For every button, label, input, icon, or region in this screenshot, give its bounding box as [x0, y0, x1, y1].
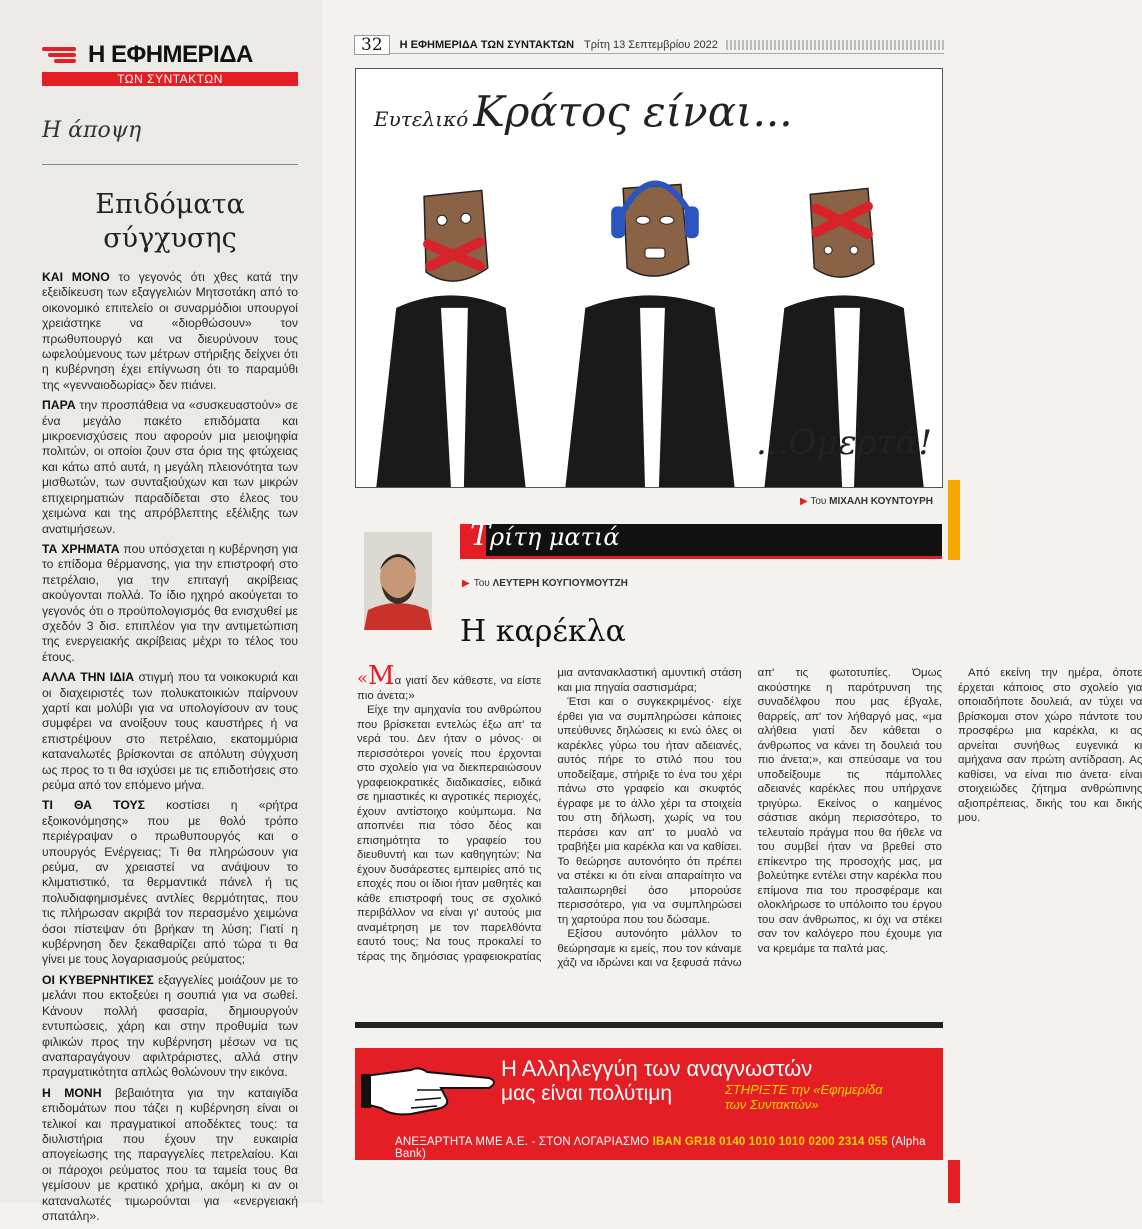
editorial-paragraph	[42, 798, 298, 967]
byline-prefix: Του	[473, 578, 490, 589]
article-paragraph: Εξίσου αυτονόητο μάλλον το θεώρησαμε κι εμείς, που τον κάναμε χάζι να ιδρώνει και να ξεφυσά πάνω απ' τις φωτοτυπίες. Όμως ακούστηκε η παρότρυνση της συναδέλφου που μας έβγαλε, θαρρείς, απ' τον λήθαργό μας, «μα αλήθεια γιατί δεν κάθεται ο άνθρωπος να κάνει τη δουλειά του πιο άνετα;», και σπεύσαμε να του υποδείξουμε τις πάμπολλες αδειανές καρέκλες που υπήρχανε τριγύρω. Εκείνος ο καημένος σάστισε ακόμη περισσότερο, το τελευταίο πράγμα που θα ήθελε να του συμβεί ήταν να βρεθεί στο επίκεντρο της προσοχής μας, μα βολεύτηκε εντέλει στην καρέκλα που επίμονα πια του προσφέραμε και ολοκλήρωσε το υπόλοιπο του έργου του σαν άνθρωπος, κι όχι να στέκει σαν τον καλόγερο που έχουμε για να κρεμάμε τα παλτά μας.	[557, 667, 942, 969]
ad-bank: (Alpha Bank)	[395, 1136, 926, 1160]
article-paragraph: Είχε την αμηχανία του ανθρώπου που βρίσκεται εντελώς έξω απ' τα νερά του. Δεν ήταν ο μόνος· οι περισσότεροι γονείς που έρχονται στο σχολείο για να διεκπεραιώσουν γραφειοκρατικές διαδικασίες, ειδικά σε ημιαστικές κι αγροτικές περιοχές, έχουν αντίστοιχο κούμπωμα. Να αποπνέει πια τόσο δέος και επισημότητα το γραφείο του διευθυντή και των καθηγητών; Να έχουν δυσάρεστες εμπειρίες από τις εποχές που οι ίδιοι ήταν μαθητές και κάθε επιστροφή τους σε σχολικό περιβάλλον να είναι γι' αυτούς μια αναμέτρηση με τον παρελθόντα εαυτό τους; Να τους προκαλεί το τέρας της δημόσιας γραφειοκρατίας μια αντανακλαστική αμυντική στάση και μια πηγαία σαστισμάρα;	[357, 667, 742, 963]
article-paragraph	[357, 661, 542, 703]
credit-author: ΜΙΧΑΛΗ ΚΟΥΝΤΟΥΡΗ	[829, 496, 933, 507]
paragraph-text: το γεγονός ότι χθες κατά την εξειδίκευση των εξαγγελιών Μητσοτάκη από το οικονομικό επιτελείο οι συναρμόδιοι υπουργοί χρειάστηκε να «διορθώσουν» τον πρωθυπουργό και να διευρύνουν τους ωφελούμενους των μέτρων στήριξης δείχνει ότι η κυβέρνηση έχει επίγνωση ότι το παραμύθι της «γενναιοδωρίας» δεν πιάνει.	[42, 270, 298, 392]
editorial-paragraph	[42, 398, 298, 537]
column-title	[470, 518, 620, 553]
ad-account	[395, 1136, 943, 1160]
cartoon-caption-small: Ευτελικό	[374, 107, 469, 131]
cartoon-figure-left	[376, 190, 525, 487]
bottom-divider	[355, 1022, 943, 1028]
credit-prefix: Του	[810, 496, 827, 507]
paragraph-lead: ΑΛΛΑ ΤΗΝ ΙΔΙΑ	[42, 670, 135, 685]
editorial-paragraph	[42, 973, 298, 1081]
avatar	[364, 532, 432, 630]
cartoon-figure-center	[565, 183, 734, 487]
paragraph-lead: ΠΑΡΑ	[42, 398, 76, 413]
masthead-subtitle: ΤΩΝ ΣΥΝΤΑΚΤΩΝ	[42, 72, 298, 86]
byline-author: ΛΕΥΤΕΡΗ ΚΟΥΓΙΟΥΜΟΥΤΖΗ	[492, 578, 628, 589]
article-paragraph: Από εκείνη την ημέρα, όποτε έρχεται κάποιος στο σχολείο για οποιαδήποτε δουλειά, αν τύχει να βρίσκομαι στον χώρο πάντοτε του προσφέρω μια καρέκλα, κι ας αρνείται συνήθως ευγενικά κι αμήχανα σαν πρώτη αντίδραση. Ας καθίσει, να είναι πιο άνετα· είναι στοιχειώδες ζήτημα ανθρώπινης αξιοπρέπειας, δικής του και δικής μου.	[957, 667, 1142, 824]
ad-headline: Η Αλληλεγγύη των αναγνωστών	[501, 1056, 813, 1081]
editorial-body	[42, 270, 298, 1229]
solidarity-ad	[355, 1048, 943, 1160]
author-photo	[364, 532, 432, 630]
masthead	[42, 40, 298, 86]
left-column	[0, 0, 322, 1223]
ad-iban: IBAN GR18 0140 1010 1010 0200 2314 055	[652, 1136, 888, 1148]
editorial-paragraph	[42, 542, 298, 665]
page-edge-marker	[948, 480, 960, 560]
paragraph-lead: ΤΙ ΘΑ ΤΟΥΣ	[42, 798, 145, 813]
section-label: Η άποψη	[42, 118, 142, 143]
editorial-title: Επιδόματα σύγχυσης	[95, 189, 245, 254]
paragraph-lead: ΟΙ ΚΥΒΕΡΝΗΤΙΚΕΣ	[42, 972, 154, 987]
credit-arrow-icon: ▶	[800, 496, 808, 507]
editorial-paragraph	[42, 670, 298, 793]
page-number: 32	[354, 35, 390, 55]
ad-support-text	[725, 1082, 883, 1112]
paragraph-text: κοστίσει η «ρήτρα εξοικονόμησης» που με θολό τρόπο περιέγραψαν ο πρωθυπουργός και ο υπουργός Ενέργειας; Τι θα πληρώσουν για ρεύμα, αν χρειαστεί να ανάψουν το κλιματιστικό, τα θερμαντικά πάνελ ή τις πολυδιαφημισμένες αντλίες θερμότητας, που τις πλήρωσαν ακριβά τον περασμένο χειμώνα όσοι πίστεψαν ότι βρήκαν τη λύση; Γιατί η κυβέρνηση δεν ξεκαθαρίζει από τώρα τι θα γίνει με τους λογαριασμούς ρεύματος;	[42, 798, 298, 967]
paragraph-lead: ΤΑ ΧΡΗΜΑΤΑ	[42, 541, 120, 556]
pointing-hand-icon	[361, 1056, 501, 1126]
cartoon-caption-top	[374, 87, 793, 136]
column-title-text: ρίτη ματιά	[490, 523, 620, 551]
article-byline	[462, 578, 628, 589]
section-divider	[42, 164, 298, 165]
ad-support-line1: ΣΤΗΡΙΞΤΕ την «Εφημερίδα	[725, 1082, 883, 1097]
paragraph-text: στιγμή που τα νοικοκυριά και οι διαχειριστές των πολυκατοικιών παίρνουν χαρτί και μολύβι για να υπολογίσουν αν τους συμφέρει να ανοίξουν τους καυστήρες ή να επιστρέψουν στο πετρέλαιο, εκατομμύρια καταναλωτές βρίσκονται σε απόλυτη σύγχυση ως προς το τι θα ισχύσει με τις επιδοτήσεις στο ρεύμα από τον επόμενο μήνα.	[42, 670, 299, 792]
column-title-initial: Τ	[470, 518, 491, 553]
header-dotted-rule	[726, 40, 944, 50]
article-body	[357, 661, 1142, 980]
open-quote: «	[357, 668, 369, 689]
header-publication: Η ΕΦΗΜΕΡΙΔΑ ΤΩΝ ΣΥΝΤΑΚΤΩΝ	[399, 38, 575, 51]
article-paragraph: Έτσι και ο συγκεκριμένος· είχε έρθει για να συμπληρώσει κάποιες υπεύθυνες δηλώσεις κι ενώ όλες οι καρέκλες γύρω του ήταν αδειανές, αυτός πήρε το στιλό που του υποδείξαμε, στήριξε το ένα του χέρι πάνω στο γραφείο και σκυφτός έγραφε με το άλλο χέρι τα στοιχεία του στη δήλωση, χωρίς να του περάσει καν απ' το μυαλό να τραβήξει μια καρέκλα και να καθίσει. Το θεώρησε αυτονόητο ότι πρέπει να στέκει κι ότι είναι απαραίτητο να ταλαιπωρηθεί όσο μπορούσε περισσότερο, για να συμπληρώσει τη χαρτούρα που του δώσαμε.	[557, 696, 742, 926]
drop-cap: Μ	[368, 661, 395, 691]
ad-subheadline: μας είναι πολύτιμη	[501, 1082, 673, 1105]
paragraph-text: που υπόσχεται η κυβέρνηση για το επίδομα θέρμανσης, για την επιστροφή στο πετρέλαιο, για την επιταγή ακρίβειας ακούγονται πολλά. Το ίδιο ηχηρό ακούγεται το γεγονός ότι ο προϋπολογισμός θα ενισχυθεί με σχεδόν 3 δισ. επιπλέον για την αντιμετώπιση της ενεργειακής ακρίβειας μέχρι το τέλος του έτους.	[42, 541, 298, 664]
byline-arrow-icon: ▶	[462, 578, 470, 589]
article-title: Η καρέκλα	[460, 614, 626, 649]
paragraph-text: εξαγγελίες μοιάζουν με το μελάνι που εκτοξεύει η σουπιά για να σωθεί. Κάνουν πολλή φασαρία, δημιουργούν εντυπώσεις, χάρη και στην προθυμία των φιλικών προς την κυβέρνηση μέσων να τις αναπαραγάγουν αφιλτράριστες, αλλά στην πραγματικότητα απλώς θολώνουν την εικόνα.	[42, 972, 299, 1080]
editorial-paragraph	[42, 1086, 298, 1225]
page-edge-marker	[948, 1160, 960, 1203]
cartoon-credit	[800, 496, 933, 507]
masthead-name: Η ΕΦΗΜΕΡΙΔΑ	[88, 41, 253, 68]
editorial-paragraph	[42, 270, 298, 393]
page-header	[354, 36, 944, 54]
column-banner	[460, 518, 942, 556]
paragraph-text: την προσπάθεια να «συσκευαστούν» σε ένα μεγάλο πακέτο επιδόματα και μικροενισχύσεις που αφορούν μια μειοψηφία πολιτών, οι οποίοι ζουν στα όρια της φτώχειας και κάτω από αυτά, η μεγάλη πλειονότητα των μισθωτών, των συνταξιούχων και των μικρών επιχειρηματιών παραδίδεται στο έλεος του χειμώνα και της απρόβλεπτης εξέλιξης των ανατιμήσεων.	[42, 398, 298, 536]
ad-account-label: ΑΝΕΞΑΡΤΗΤΑ ΜΜΕ Α.Ε. - ΣΤΟΝ ΛΟΓΑΡΙΑΣΜΟ	[395, 1136, 650, 1148]
cartoon-caption-bottom: ...Ομερτά!	[756, 423, 933, 463]
cartoon	[355, 68, 943, 488]
paragraph-lead: Η ΜΟΝΗ	[42, 1085, 102, 1100]
header-date: Τρίτη 13 Σεπτεμβρίου 2022	[584, 38, 718, 51]
paragraph-text: βεβαιότητα για την καταιγίδα επιδομάτων που τάζει η κυβέρνηση είναι οι τελικοί και πραγματικοί αποδέκτες τους: τα διυλιστήρια που έχουν την ευκαιρία απογείωσης της παραγγελίες πετρελαίου. Και οι πάροχοι ρεύματος που τα ταμεία τους θα γεμίσουν με κρατικό χρήμα, ακόμη κι αν οι καταναλωτές τιμωρούνται για «ενεργειακή σπατάλη».	[42, 1085, 298, 1223]
article-first-line: α γιατί δεν κάθεστε, να είστε πιο άνετα;»	[357, 675, 542, 702]
column-banner-rule	[460, 556, 942, 559]
cartoon-caption-big: Κράτος είναι...	[473, 87, 793, 136]
ad-support-line2: των Συντακτών»	[725, 1097, 819, 1112]
paragraph-lead: ΚΑΙ ΜΟΝΟ	[42, 270, 110, 284]
masthead-title	[42, 40, 298, 70]
speed-lines-logo-icon	[42, 44, 82, 66]
